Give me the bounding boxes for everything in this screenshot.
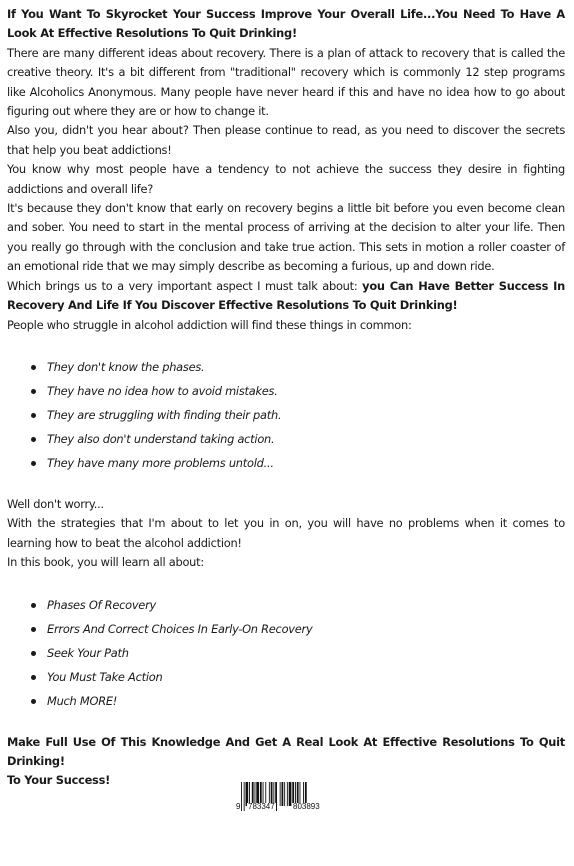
paragraph-strategies: With the strategies that I'm about to let you in on, you will have no problems when it comes to learning how to beat the alcohol addiction! xyxy=(7,516,565,550)
barcode-bar xyxy=(282,782,284,806)
isbn-barcode xyxy=(235,782,335,814)
important-aspect-bold: you Can Have Better Success In Recovery And Life If You Discover Effective Resolutions To Quit Drinking! xyxy=(7,278,565,313)
book-description xyxy=(7,5,565,791)
bullet-icon xyxy=(31,413,36,418)
list-item: They have no idea how to avoid mistakes. xyxy=(7,379,565,403)
list-item: Much MORE! xyxy=(7,689,565,713)
learn-topics-list xyxy=(7,593,565,713)
bullet-icon xyxy=(31,651,36,656)
barcode-bar xyxy=(280,782,281,806)
paragraph-creative-theory: There are many different ideas about recovery. There is a plan of attack to recovery that is called the creative theory. It's a bit different from "traditional" recovery which is commonly 12 step programs like Alcoholics Anonymous. Many people have never heard if this and have no idea how to go about figuring out where they are or how to change it. xyxy=(7,45,565,119)
barcode-first-digit: 9 xyxy=(236,802,241,811)
barcode-group-left: 783347 xyxy=(248,802,275,811)
barcode-bar xyxy=(289,782,292,806)
barcode-group-right: 803893 xyxy=(293,802,320,811)
barcode-bar xyxy=(287,782,288,806)
paragraph-important-aspect xyxy=(7,277,565,316)
paragraph-did-you-hear: Also you, didn't you hear about? Then please continue to read, as you need to discover the secrets that help you beat addictions! xyxy=(7,123,565,157)
bullet-icon xyxy=(31,627,36,632)
bullet-icon xyxy=(31,389,36,394)
list-item: Seek Your Path xyxy=(7,641,565,665)
paragraph-dont-worry: Well don't worry... xyxy=(7,496,104,511)
common-problems-list xyxy=(7,355,565,475)
bullet-icon xyxy=(31,675,36,680)
headline: If You Want To Skyrocket Your Success Improve Your Overall Life...You Need To Have A Look At Effective Resolutions To Quit Drinking! xyxy=(7,7,565,41)
paragraph-why-people-fail: You know why most people have a tendency to not achieve the success they desire in fighting addictions and overall life? xyxy=(7,162,565,196)
list-item: They also don't understand taking action. xyxy=(7,427,565,451)
bullet-icon xyxy=(31,437,36,442)
closing-call-to-action: Make Full Use Of This Knowledge And Get A Real Look At Effective Resolutions To Quit Drinking! xyxy=(7,734,565,768)
paragraph-early-recovery: It's because they don't know that early on recovery begins a little bit before you even become clean and sober. You need to start in the mental process of arriving at the decision to alter your life. Then you really go through with the conclusion and take true action. This sets in motion a roller coaster of an emotional ride that we may simply describe as becoming a furious, up and down ride. xyxy=(7,201,565,274)
list-item: You Must Take Action xyxy=(7,665,565,689)
bullet-icon xyxy=(31,461,36,466)
paragraph-learn-intro: In this book, you will learn all about: xyxy=(7,555,204,570)
list-item: They don't know the phases. xyxy=(7,355,565,379)
important-aspect-lead: Which brings us to a very important aspect I must talk about: xyxy=(7,278,363,293)
paragraph-common-intro: People who struggle in alcohol addiction will find these things in common: xyxy=(7,317,412,332)
bullet-icon xyxy=(31,365,36,370)
list-item: Phases Of Recovery xyxy=(7,593,565,617)
list-item: They have many more problems untold... xyxy=(7,451,565,475)
bullet-icon xyxy=(31,603,36,608)
barcode-bar xyxy=(284,782,285,806)
list-item: They are struggling with finding their path. xyxy=(7,403,565,427)
barcode-bar xyxy=(244,782,245,811)
bullet-icon xyxy=(31,699,36,704)
closing-sign-off: To Your Success! xyxy=(7,773,111,788)
list-item: Errors And Correct Choices In Early-On Recovery xyxy=(7,617,565,641)
